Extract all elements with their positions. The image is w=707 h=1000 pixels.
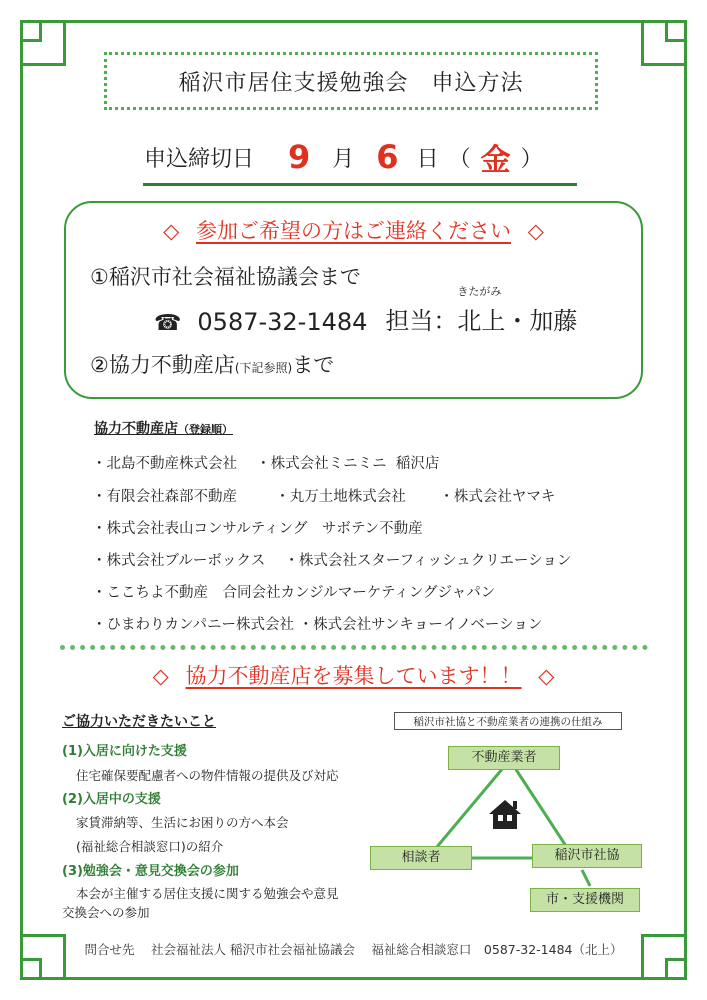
deadline-day: 6 <box>376 138 399 176</box>
contact-line-3-end: まで <box>292 353 335 377</box>
staff-name-2: ・加藤 <box>505 307 578 335</box>
cooperation-diagram <box>360 708 660 918</box>
contact-box <box>64 201 643 399</box>
partners-title-note: （登録順） <box>178 423 233 436</box>
diamond-icon: ◇ <box>163 219 180 243</box>
cooperation-item-heading: (1)入居に向けた支援 <box>62 744 187 759</box>
cooperation-item-text: 家賃滞納等、生活にお困りの方へ本会 <box>76 815 289 830</box>
deadline-paren-open: （ <box>448 146 471 172</box>
contact-line-1: ①稲沢市社会福祉協議会まで <box>90 265 361 289</box>
diamond-icon: ◇ <box>527 219 544 243</box>
partner-row: ・有限会社森部不動産 ・丸万土地株式会社 ・株式会社ヤマキ <box>92 489 556 505</box>
deadline-label: 申込締切日 <box>144 146 255 172</box>
staff-name-ruby: きたがみ <box>457 285 502 298</box>
footer-contact: 問合せ先 社会福祉法人 稲沢市社会福祉協議会 福祉総合相談窓口 0587-32-1484（北上） <box>84 942 623 957</box>
diagram-title: 稲沢市社協と不動産業者の連携の仕組み <box>394 712 622 730</box>
telephone-icon: ☎ <box>154 311 182 336</box>
deadline-month: 9 <box>288 138 311 176</box>
staff-name-ruby-wrap <box>457 285 506 336</box>
diamond-icon: ◇ <box>538 664 555 688</box>
staff-name-1: 北上 <box>457 307 506 335</box>
partner-row: ・北島不動産株式会社 ・株式会社ミニミニ 稲沢店 <box>92 456 440 472</box>
cooperation-item-text: 交換会への参加 <box>62 905 150 920</box>
diamond-icon: ◇ <box>152 664 169 688</box>
partner-row: ・ひまわりカンパニー株式会社 ・株式会社サンキョーイノベーション <box>92 617 543 633</box>
diagram-connectors <box>360 708 660 918</box>
contact-phone[interactable]: 0587-32-1484 <box>197 308 368 336</box>
connector-line <box>515 768 566 846</box>
staff-label: 担当： <box>385 307 458 335</box>
deadline-day-unit: 日 <box>416 146 439 172</box>
diagram-node-agency: 市・支援機関 <box>530 888 640 912</box>
cooperation-item-text: 住宅確保要配慮者への物件情報の提供及び対応 <box>76 768 339 783</box>
page-title: 稲沢市居住支援勉強会 申込方法 <box>104 52 598 110</box>
contact-line-2 <box>154 285 578 336</box>
contact-heading-text: 参加ご希望の方はご連絡ください <box>196 219 511 243</box>
corner-ornament-top-right <box>641 20 687 66</box>
partner-row: ・株式会社表山コンサルティング サボテン不動産 <box>92 521 423 537</box>
section-divider <box>60 645 648 650</box>
deadline <box>144 128 576 186</box>
diagram-node-client: 相談者 <box>370 846 472 870</box>
cooperation-item-heading: (3)勉強会・意見交換会の参加 <box>62 864 239 879</box>
cooperation-title: ご協力いただきたいこと <box>62 714 216 730</box>
contact-line-3-main: ②協力不動産店 <box>90 353 235 377</box>
partner-row: ・株式会社ブルーボックス ・株式会社スターフィッシュクリエーション <box>92 553 572 569</box>
cooperation-item-text: 本会が主催する居住支援に関する勉強会や意見 <box>76 886 339 901</box>
partners-title <box>94 418 233 438</box>
contact-heading <box>66 215 641 245</box>
connector-line <box>436 768 503 848</box>
partners-title-main: 協力不動産店 <box>94 421 178 437</box>
diagram-node-realtor: 不動産業者 <box>448 746 560 770</box>
cooperation-item-heading: (2)入居中の支援 <box>62 792 161 807</box>
contact-line-3 <box>90 349 334 379</box>
deadline-paren-close: ） <box>520 146 543 172</box>
corner-ornament-top-left <box>20 20 66 66</box>
house-icon <box>489 800 521 829</box>
recruit-heading-text: 協力不動産店を募集しています！！ <box>185 664 522 688</box>
cooperation-item-text: (福祉総合相談窓口)の紹介 <box>76 839 224 854</box>
partner-row: ・ここちよ不動産 合同会社カンジルマーケティングジャパン <box>92 585 496 601</box>
deadline-underline <box>143 183 577 186</box>
recruit-heading <box>0 660 707 690</box>
deadline-weekday: 金 <box>480 143 511 178</box>
deadline-month-unit: 月 <box>332 146 355 172</box>
contact-line-3-note: (下記参照) <box>234 361 293 375</box>
connector-line <box>582 870 590 886</box>
diagram-node-council: 稲沢市社協 <box>532 844 642 868</box>
